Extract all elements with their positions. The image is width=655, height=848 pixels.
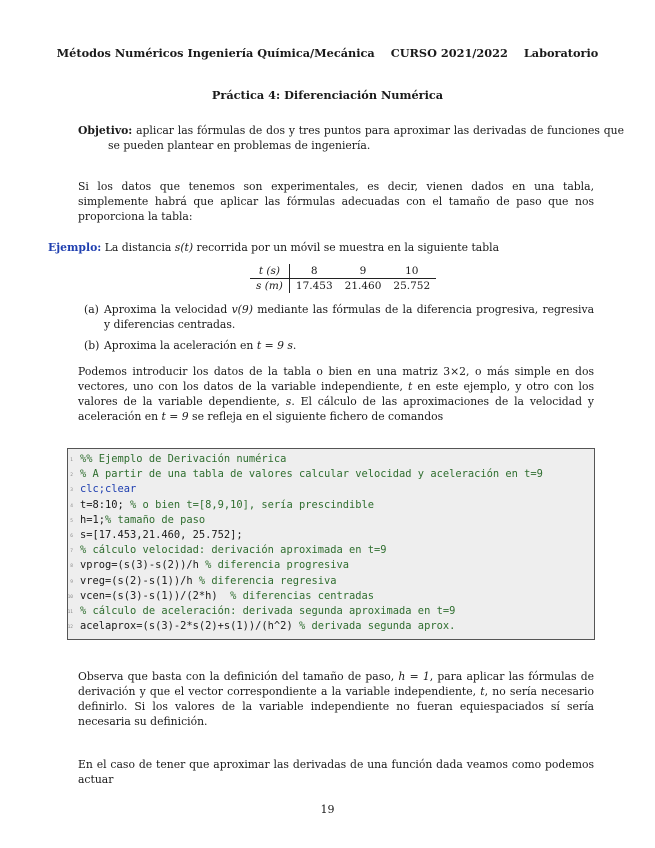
code-text: t=8:10; [80,498,131,511]
code-comment: % diferencia regresiva [198,574,337,587]
table-row-label-s: s (m) [250,279,289,294]
code-line [68,558,594,573]
closing-paragraph: En el caso de tener que aproximar las derivadas de una función dada veamos como podemos actuar [78,758,594,786]
code-line [68,574,594,589]
code-text: acelaprox=(s(3)-2*s(2)+s(1))/(h^2) [80,620,299,633]
task-text-pre: Aproxima la velocidad [104,303,228,316]
line-number: 4 [70,503,73,509]
table-row-label-t: t (s) [250,264,289,279]
observation-paragraph [78,670,594,730]
code-line [68,543,594,558]
observe-text-1: Observa que basta con la definición del tamaño de paso, [78,670,395,683]
math-h: h = 1 [398,670,430,683]
code-comment: % tamaño de paso [105,513,206,526]
code-text: vcen=(s(3)-s(1))/(2*h) [80,589,231,602]
table-row-time [250,264,436,279]
observe-text-2: , para aplicar las fórmulas de derivación y que el vector correspondiente a la variable independiente, [78,670,594,698]
table-cell: 8 [289,264,338,279]
code-line [68,482,594,497]
code-comment: % derivada segunda aprox. [298,620,456,633]
code-listing [67,448,595,640]
task-text [104,339,594,354]
line-number: 1 [70,458,73,463]
code-comment: % cálculo velocidad: derivación aproximada en t=9 [80,544,387,557]
line-number: 12 [67,625,73,631]
page-header [0,46,655,62]
task-text-post: mediante las fórmulas de la diferencia progresiva, regresiva y diferencias centradas. [104,303,595,331]
table-cell: 17.453 [295,280,333,293]
line-number: 10 [67,594,73,600]
task-text [104,303,594,333]
line-number: 2 [70,473,73,479]
line-number: 8 [70,564,73,570]
explain-text-2: en este ejemplo, y otro con los valores de la variable dependiente, [78,379,594,408]
example-text-before: La distancia [104,241,172,254]
example-label: Ejemplo: [48,241,102,254]
code-comment: % diferencia progresiva [205,559,350,572]
example-math-st: s(t) [174,241,194,254]
task-math: t = 9 s [256,339,293,352]
code-line [68,589,594,604]
explanation-paragraph [78,365,594,425]
section-name: Laboratorio [523,46,599,60]
line-number: 11 [67,609,73,615]
task-math: v(9) [231,303,253,316]
example-paragraph [48,241,594,256]
observe-text-3: , no sería necesario definirlo. Si los valores de la variable independiente no fueran equiespaciados sí sería necesaria su definición. [78,684,594,728]
code-text: s=[17.453,21.460, 25.752]; [80,528,243,541]
task-number: (a) [84,303,99,316]
code-line [68,528,594,543]
code-comment: % cálculo de aceleración: derivada segunda aproximada en t=9 [80,604,456,617]
line-number: 3 [70,488,73,494]
data-table [250,264,436,293]
code-line [68,604,594,619]
table-cell: 21.460 [344,280,382,293]
task-text-post: . [292,339,297,352]
code-text: h=1; [80,513,106,526]
table-cell: 9 [339,264,388,279]
task-number: (b) [84,339,100,352]
line-number: 6 [70,533,73,539]
course-name: Métodos Numéricos Ingeniería Química/Mecánica [56,46,375,60]
explain-text-1: Podemos introducir los datos de la tabla o bien en una matriz 3×2, o más simple en dos vectores, uno con los datos de la variable independiente, [78,365,594,393]
example-text-after: recorrida por un móvil se muestra en la siguiente tabla [196,241,500,254]
code-text: vreg=(s(2)-s(1))/h [80,574,199,587]
task-text-pre: Aproxima la aceleración en [104,339,254,352]
math-t: t [407,379,413,393]
objective-text: aplicar las fórmulas de dos y tres puntos para aproximar las derivadas de funciones que se pueden plantear en problemas de ingeniería. [108,124,624,152]
intro-paragraph: Si los datos que tenemos son experimentales, es decir, vienen dados en una tabla, simplemente habrá que aplicar las fórmulas adecuadas con el tamaño de paso que nos proporciona la tabla: [78,180,594,223]
table-row-distance [250,279,436,294]
math-t9: t = 9 [161,409,189,423]
code-comment: %% Ejemplo de Derivación numérica [80,453,287,465]
math-s: s [285,394,292,408]
code-comment: % A partir de una tabla de valores calcular velocidad y aceleración en t=9 [80,468,543,481]
code-keyword: clc;clear [80,483,137,496]
task-item-b [84,339,594,354]
page-title: Práctica 4: Diferenciación Numérica [211,88,444,102]
code-comment: % o bien t=[8,9,10], sería prescindible [130,498,375,511]
code-line [68,619,594,634]
code-line [68,498,594,513]
course-year: CURSO 2021/2022 [390,46,508,60]
objective-paragraph [78,124,624,154]
math-t: t [480,684,485,698]
code-line [68,452,594,467]
code-text: vprog=(s(3)-s(2))/h [80,559,206,572]
page-number: 19 [320,803,335,816]
table-cell: 25.752 [393,280,431,293]
code-line [68,513,594,528]
code-comment: % diferencias centradas [230,589,375,602]
line-number: 5 [70,518,73,524]
line-number: 7 [70,549,73,555]
line-number: 9 [70,579,73,585]
objective-label: Objetivo: [78,124,133,137]
code-line [68,467,594,482]
task-item-a [84,303,594,333]
table-cell: 10 [387,264,436,279]
explain-text-4: se refleja en el siguiente fichero de comandos [192,409,444,423]
explain-text-3: . El cálculo de las aproximaciones de la velocidad y aceleración en [78,394,594,423]
